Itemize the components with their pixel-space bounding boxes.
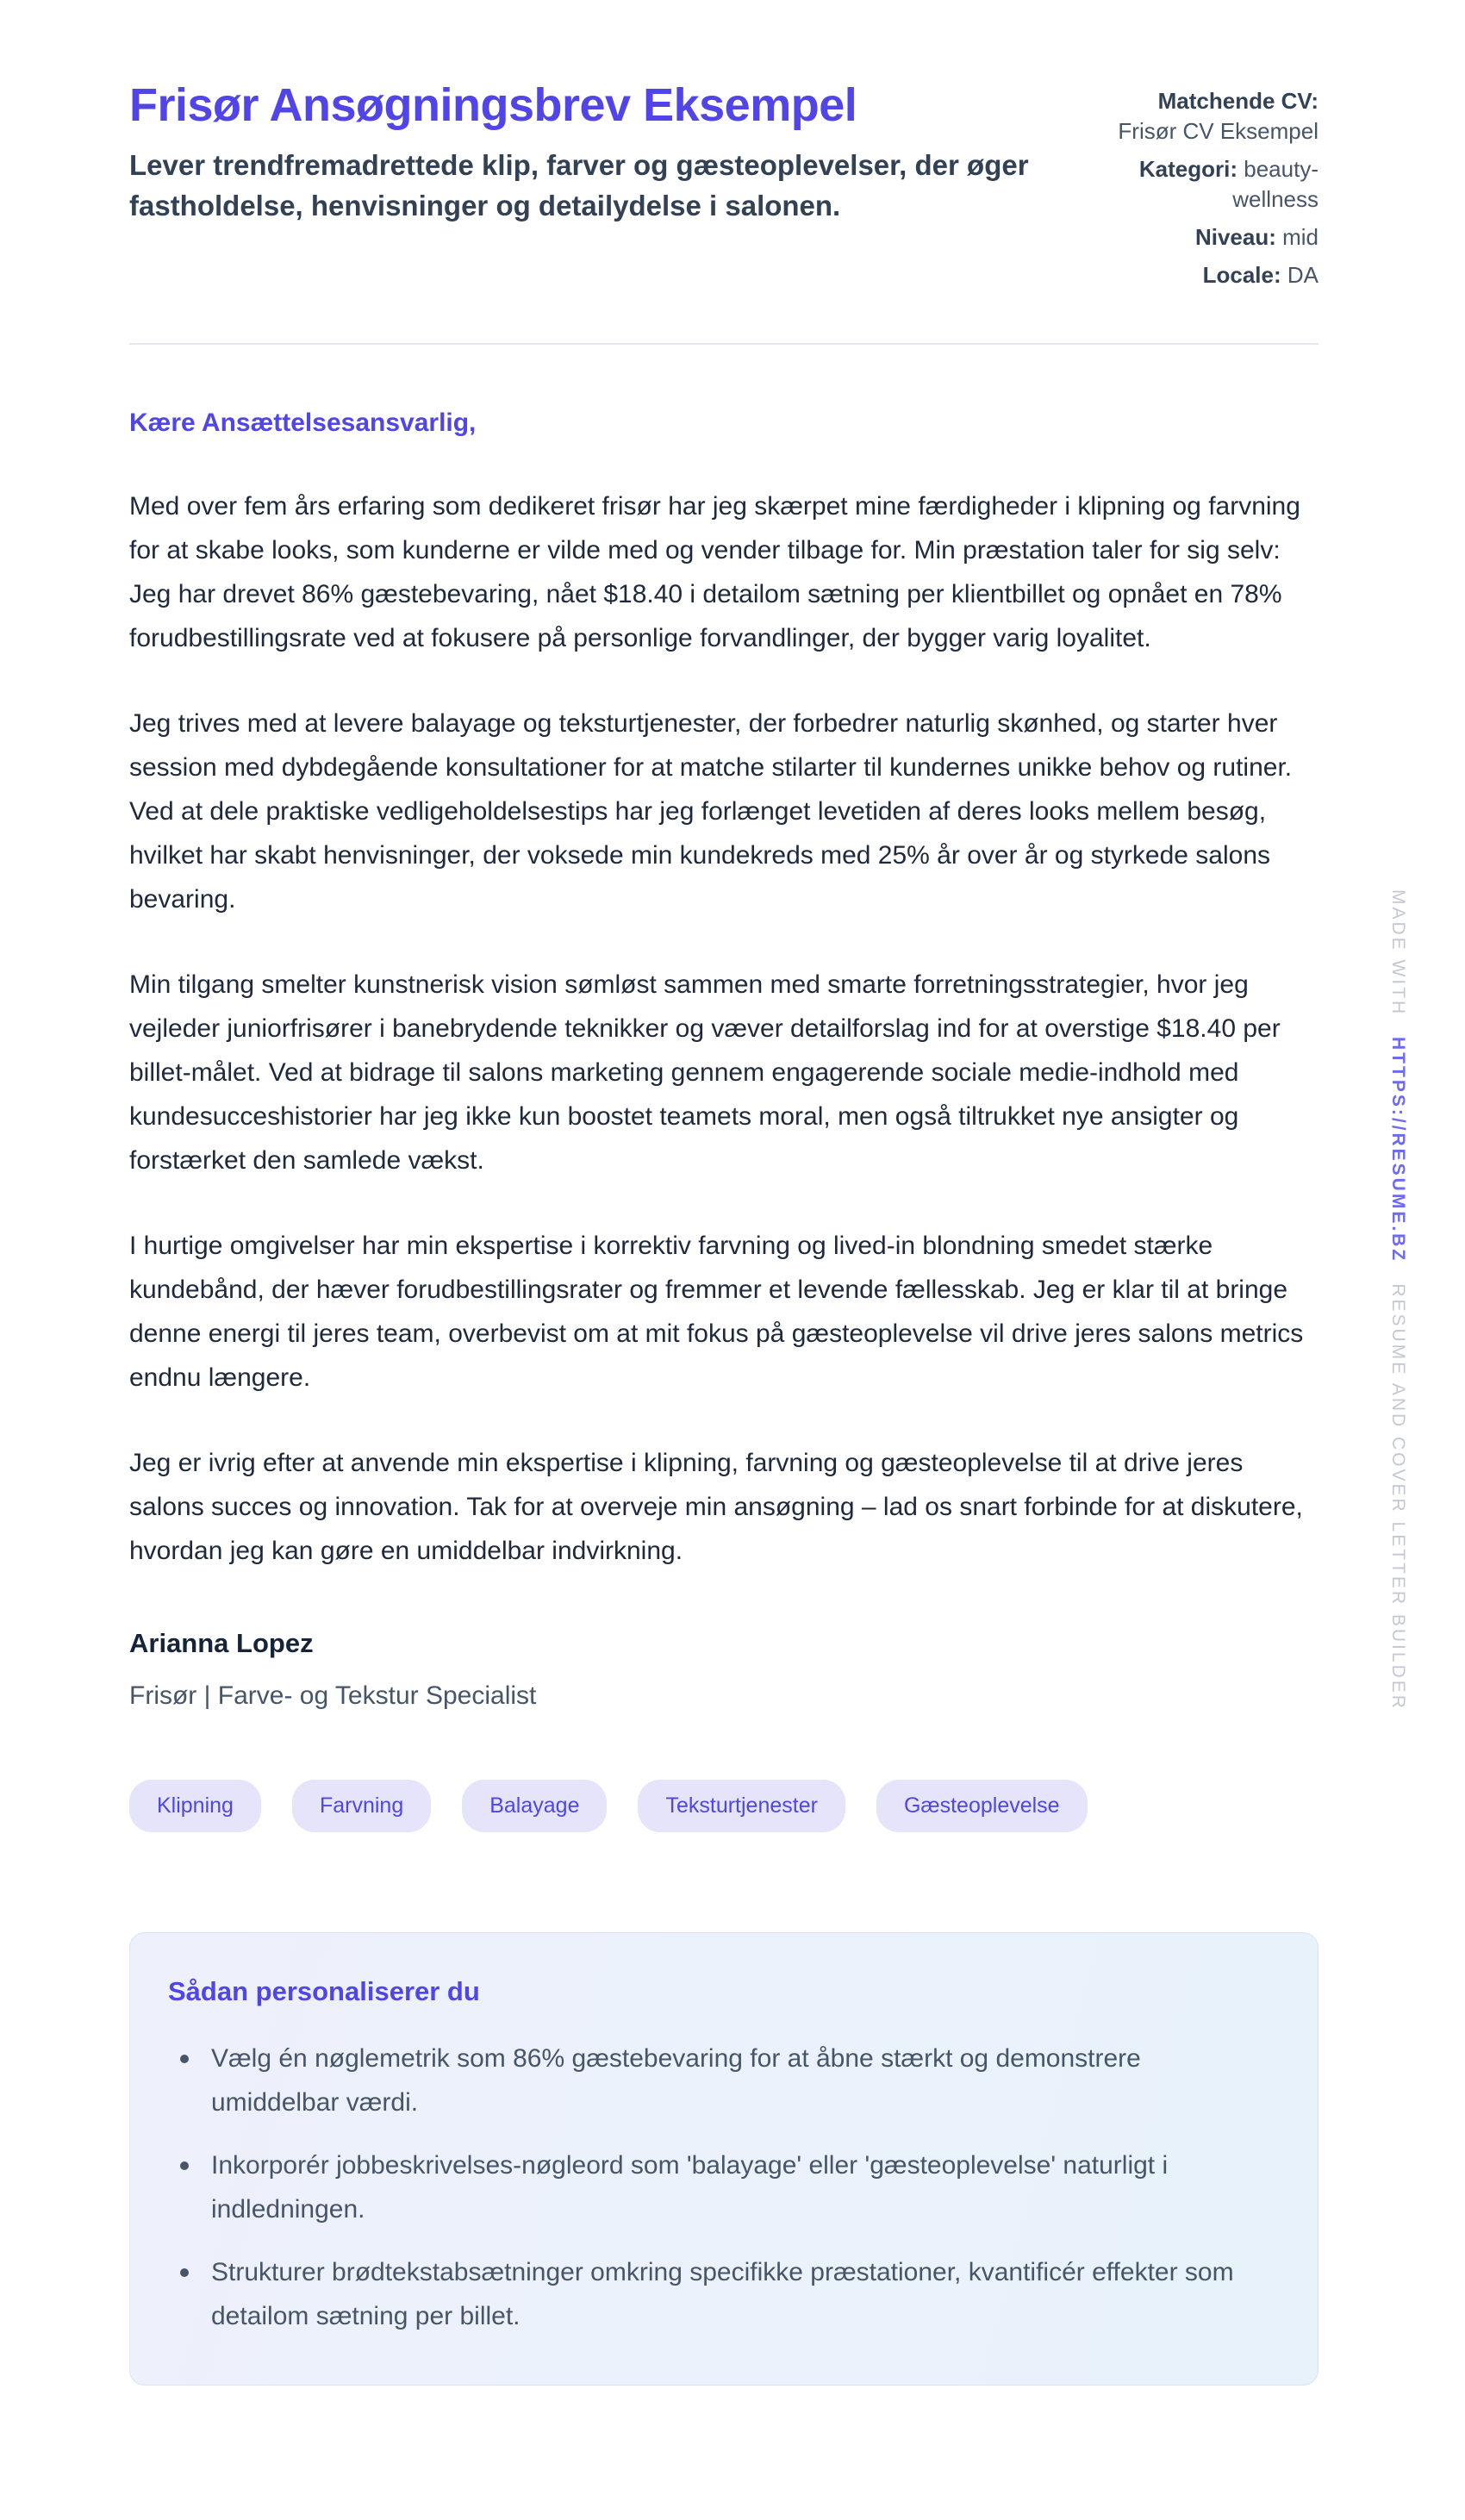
tips-list bbox=[168, 2037, 1269, 2338]
letter-paragraph: Jeg trives med at levere balayage og teksturtjenester, der forbedrer naturlig skønhed, og starter hver session med dybdegående konsultationer for at matche stilarter til kundernes unikke behov og rutiner. Ved at dele praktiske vedligeholdelsestips har jeg forlænget levetiden af deres looks mellem besøg, hvilket har skabt henvisninger, der voksede min kundekreds med 25% år over år og styrkede salons bevaring. bbox=[129, 709, 1293, 914]
signature-role: Frisør | Farve- og Tekstur Specialist bbox=[129, 1681, 537, 1710]
meta-value: DA bbox=[1287, 262, 1318, 288]
watermark bbox=[1387, 889, 1408, 1711]
watermark-link[interactable]: HTTPS://RESUME.BZ bbox=[1388, 1037, 1408, 1263]
signature-name: Arianna Lopez bbox=[129, 1628, 314, 1658]
letter-paragraph: I hurtige omgivelser har min ekspertise i korrektiv farvning og lived-in blondning smedet stærke kundebånd, der hæver forudbestillingsrater og fremmer et levende fællesskab. Jeg er klar til at bringe denne energi til jeres team, overbevist om at mit fokus på gæsteoplevelse vil drive jeres salons metrics endnu længere. bbox=[129, 1232, 1304, 1392]
meta-value: beauty-wellness bbox=[1232, 156, 1318, 212]
watermark-prefix: MADE WITH bbox=[1388, 889, 1408, 1017]
meta-value: Frisør CV Eksempel bbox=[1118, 118, 1318, 144]
meta-item bbox=[1101, 260, 1318, 290]
tip-text: Inkorporér jobbeskrivelses-nøgleord som 'balayage' eller 'gæsteoplevelse' naturligt i indledningen. bbox=[211, 2151, 1169, 2224]
letter-paragraph: Med over fem års erfaring som dedikeret frisør har jeg skærpet mine færdigheder i klipning og farvning for at skabe looks, som kunderne er vilde med og vender tilbage for. Min præstation taler for sig selv: Jeg har drevet 86% gæstebevaring, nået $18.40 i detailom sætning per klientbillet og opnået en 78% forudbestillingsrate ved at fokusere på personlige forvandlinger, der bygger varig loyalitet. bbox=[129, 492, 1300, 652]
meta-panel bbox=[1101, 86, 1318, 298]
meta-label: Matchende CV: bbox=[1157, 88, 1318, 114]
tip-text: Strukturer brødtekstabsætninger omkring specifikke præstationer, kvantificér effekter som detailom sætning per billet. bbox=[211, 2258, 1234, 2330]
watermark-suffix: RESUME AND COVER LETTER BUILDER bbox=[1388, 1283, 1408, 1711]
letter-paragraphs bbox=[129, 484, 1318, 1573]
bullet-dot-icon bbox=[180, 2161, 189, 2170]
meta-label: Niveau: bbox=[1194, 224, 1276, 250]
tip-item bbox=[168, 2250, 1269, 2338]
tip-item bbox=[168, 2037, 1269, 2124]
tip-item bbox=[168, 2143, 1269, 2231]
skill-tag-chip: Farvning bbox=[292, 1780, 431, 1832]
bullet-dot-icon bbox=[180, 2055, 189, 2063]
page-title: Frisør Ansøgningsbrev Eksempel bbox=[129, 79, 857, 131]
meta-item bbox=[1101, 154, 1318, 215]
skill-tag-chip: Teksturtjenester bbox=[638, 1780, 845, 1832]
skill-tag-chip: Balayage bbox=[462, 1780, 607, 1832]
meta-label: Kategori: bbox=[1138, 156, 1238, 182]
header-divider bbox=[129, 343, 1318, 345]
letter-paragraph: Jeg er ivrig efter at anvende min ekspertise i klipning, farvning og gæsteoplevelse til at drive jeres salons succes og innovation. Tak for at overveje min ansøgning – lad os snart forbinde for at diskutere, hvordan jeg kan gøre en umiddelbar indvirkning. bbox=[129, 1449, 1303, 1565]
header-title-block bbox=[129, 79, 1056, 226]
tip-text: Vælg én nøglemetrik som 86% gæstebevaring for at åbne stærkt og demonstrere umiddelbar værdi. bbox=[211, 2044, 1141, 2117]
meta-item bbox=[1101, 86, 1318, 147]
meta-item bbox=[1101, 222, 1318, 253]
tips-box bbox=[129, 1932, 1318, 2386]
skill-tag-chip: Gæsteoplevelse bbox=[876, 1780, 1088, 1832]
letter-body bbox=[129, 409, 1318, 2386]
page-subtitle: Lever trendfremadrettede klip, farver og gæsteoplevelser, der øger fastholdelse, henvisninger og detailydelse i salonen. bbox=[129, 149, 1029, 222]
tips-box-title: Sådan personaliserer du bbox=[168, 1976, 480, 2006]
meta-value: mid bbox=[1282, 224, 1318, 250]
skill-tag-chip: Klipning bbox=[129, 1780, 261, 1832]
page-header bbox=[129, 79, 1318, 298]
bullet-dot-icon bbox=[180, 2268, 189, 2277]
meta-label: Locale: bbox=[1202, 262, 1281, 288]
letter-paragraph: Min tilgang smelter kunstnerisk vision sømløst sammen med smarte forretningsstrategier, hvor jeg vejleder juniorfrisører i banebrydende teknikker og væver detailforslag ind for at overstige $18.40 per billet-målet. Ved at bidrage til salons marketing gennem engagerende sociale medie-indhold med kundesucceshistorier har jeg ikke kun boostet teamets moral, men også tiltrukket nye ansigter og forstærket den samlede vækst. bbox=[129, 970, 1281, 1175]
letter-greeting: Kære Ansættelsesansvarlig, bbox=[129, 409, 477, 437]
skill-tags bbox=[129, 1780, 1318, 1832]
